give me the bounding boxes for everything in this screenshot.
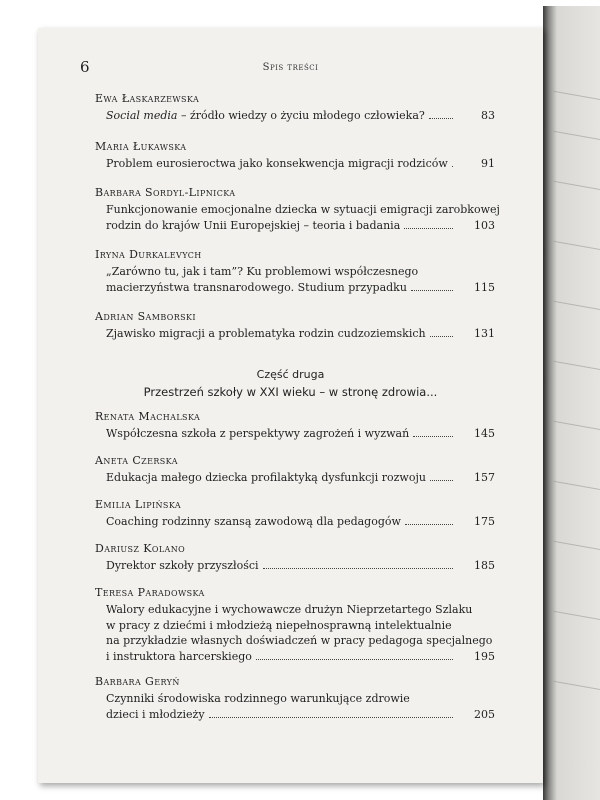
toc-entry bbox=[95, 675, 495, 722]
toc-page-number: 145 bbox=[474, 427, 495, 440]
toc-page-number: 175 bbox=[474, 515, 495, 528]
toc-title-line: rodzin do krajów Unii Europejskiej – teoria i badania 103 bbox=[106, 218, 495, 232]
dot-leader bbox=[430, 471, 453, 481]
toc-title-line: Zjawisko migracji a problematyka rodzin cudzoziemskich 131 bbox=[106, 327, 495, 340]
toc-author: Barbara Geryń bbox=[95, 675, 180, 688]
dot-leader bbox=[411, 281, 453, 291]
toc-author: Iryna Durkalevych bbox=[95, 248, 202, 261]
toc-page-number: 115 bbox=[474, 280, 495, 294]
toc-title-line: Edukacja małego dziecka profilaktyką dysfunkcji rozwoju 157 bbox=[106, 471, 495, 484]
toc-title-line: Coaching rodzinny szansą zawodową dla pedagogów 175 bbox=[106, 515, 495, 528]
toc-title-line: Czynniki środowiska rodzinnego warunkujące zdrowie bbox=[106, 692, 410, 705]
toc-page-number: 131 bbox=[474, 327, 495, 340]
toc-title-line: w pracy z dziećmi i młodzieżą niepełnosprawną intelektualnie bbox=[106, 618, 452, 632]
toc-author: Aneta Czerska bbox=[95, 454, 178, 467]
toc-title-line: Problem eurosieroctwa jako konsekwencja migracji rodziców 91 bbox=[106, 157, 495, 170]
toc-page-number: 83 bbox=[481, 109, 495, 122]
toc-title-line: macierzyństwa transnarodowego. Studium przypadku 115 bbox=[106, 280, 495, 294]
table-of-contents bbox=[38, 28, 543, 783]
toc-title-line: Funkcjonowanie emocjonalne dziecka w sytuacji emigracji zarobkowej bbox=[106, 203, 500, 216]
toc-entry bbox=[95, 454, 495, 486]
dot-leader bbox=[452, 157, 453, 167]
toc-entry bbox=[95, 410, 495, 442]
dot-leader bbox=[209, 708, 453, 718]
toc-entry bbox=[95, 92, 495, 124]
toc-title-line: „Zarówno tu, jak i tam”? Ku problemowi współczesnego bbox=[106, 265, 419, 278]
toc-title-line: Social media – źródło wiedzy o życiu młodego człowieka? 83 bbox=[106, 109, 495, 122]
dot-leader bbox=[263, 559, 453, 569]
toc-author: Teresa Paradowska bbox=[95, 586, 205, 599]
toc-author: Barbara Sordyl-Lipnicka bbox=[95, 186, 236, 199]
toc-entry bbox=[95, 186, 500, 233]
toc-page-number: 205 bbox=[474, 707, 495, 721]
toc-author: Dariusz Kolano bbox=[95, 542, 186, 555]
toc-page-number: 157 bbox=[474, 471, 495, 484]
toc-title-line: Współczesna szkoła z perspektywy zagrożeń i wyzwań 145 bbox=[106, 427, 495, 440]
toc-entry bbox=[95, 310, 495, 342]
toc-title-line: Dyrektor szkoły przyszłości 185 bbox=[106, 559, 495, 572]
toc-title-line: dzieci i młodzieży 205 bbox=[106, 707, 495, 721]
page-number: 6 bbox=[80, 58, 90, 76]
dot-leader bbox=[430, 327, 453, 337]
dot-leader bbox=[256, 650, 453, 660]
toc-entry bbox=[95, 542, 495, 574]
dot-leader bbox=[429, 109, 453, 119]
toc-entry bbox=[95, 140, 495, 172]
toc-page-number: 195 bbox=[474, 649, 495, 663]
toc-title-line: i instruktora harcerskiego 195 bbox=[106, 649, 495, 663]
toc-author: Emilia Lipińska bbox=[95, 498, 182, 511]
dot-leader bbox=[413, 427, 453, 437]
dot-leader bbox=[405, 515, 453, 525]
toc-page-number: 185 bbox=[474, 559, 495, 572]
dot-leader bbox=[404, 219, 453, 229]
toc-entry bbox=[95, 248, 495, 295]
toc-author: Adrian Samborski bbox=[95, 310, 196, 323]
running-header: Spis treści bbox=[262, 62, 319, 73]
toc-page-number: 103 bbox=[474, 218, 495, 232]
part-subtitle: Przestrzeń szkoły w XXI wieku – w stronę zdrowia... bbox=[143, 385, 438, 399]
toc-title-line: na przykładzie własnych doświadczeń w pracy pedagoga specjalnego bbox=[106, 634, 493, 648]
toc-author: Maria Łukawska bbox=[95, 140, 187, 153]
toc-page-number: 91 bbox=[481, 157, 495, 170]
toc-entry bbox=[95, 586, 495, 664]
toc-entry bbox=[95, 498, 495, 530]
book-page bbox=[38, 28, 543, 783]
toc-title-line: Walory edukacyjne i wychowawcze drużyn Nieprzetartego Szlaku bbox=[106, 603, 473, 616]
part-title: Część druga bbox=[256, 368, 325, 381]
toc-author: Ewa Łaskarzewska bbox=[95, 92, 200, 105]
toc-author: Renata Machalska bbox=[95, 410, 201, 423]
adjacent-page-edge bbox=[543, 6, 600, 800]
